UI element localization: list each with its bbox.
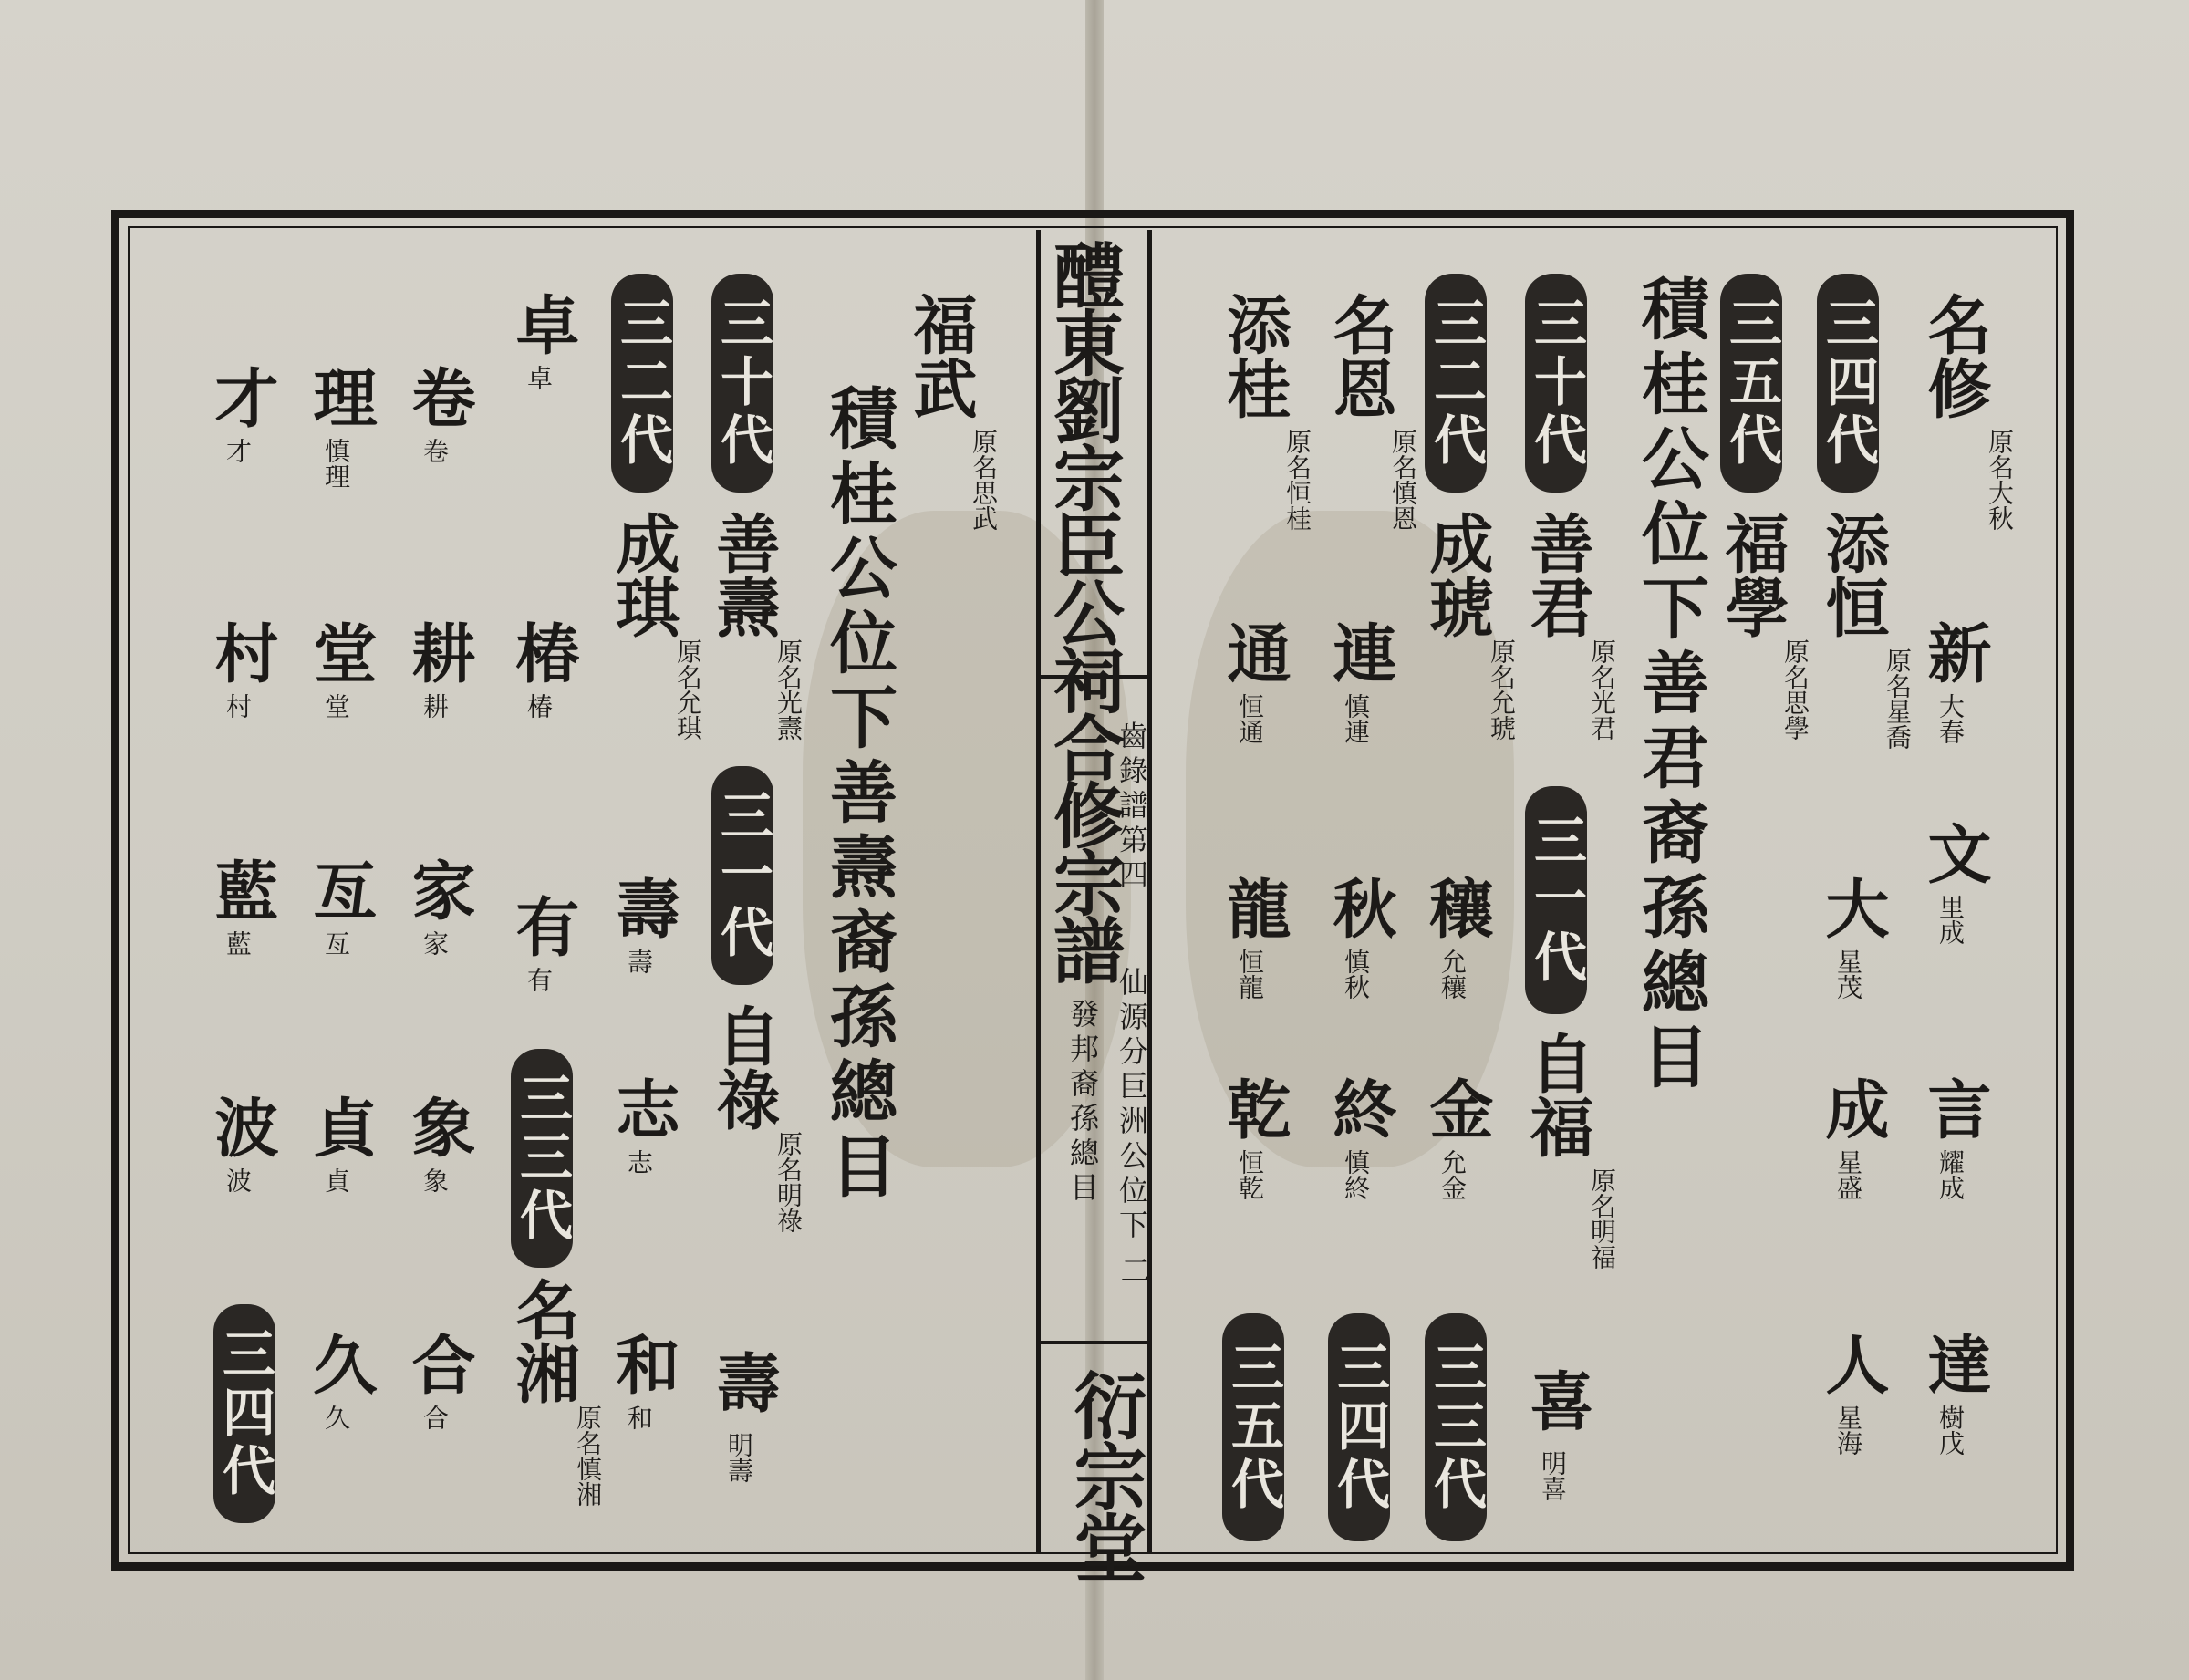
person-name: 有 xyxy=(505,894,581,958)
person-note: 原名明祿 xyxy=(773,1131,804,1233)
person-name: 成 xyxy=(1815,1076,1891,1140)
person-name: 名湘 xyxy=(505,1277,581,1405)
person-note: 象 xyxy=(420,1167,450,1193)
person-note: 有 xyxy=(524,967,554,992)
person-note: 卓 xyxy=(524,365,554,390)
person-note: 亙 xyxy=(321,930,351,956)
person-note: 明喜 xyxy=(1538,1450,1568,1501)
person-note: 星海 xyxy=(1833,1405,1863,1456)
branch-label: 仙源分巨洲公位下 xyxy=(1115,967,1149,1244)
person-name: 和 xyxy=(606,1332,681,1395)
person-name: 達 xyxy=(1917,1332,1993,1395)
generation-badge: 三一代 xyxy=(1525,786,1587,1014)
center-rule-left xyxy=(1036,230,1041,1552)
generation-badge: 三五代 xyxy=(1720,274,1782,493)
person-name: 福武 xyxy=(903,292,979,420)
person-name: 自福 xyxy=(1520,1031,1595,1158)
person-note: 原名思學 xyxy=(1780,638,1810,741)
person-name: 乾 xyxy=(1217,1076,1292,1140)
person-note: 原名光君 xyxy=(1587,638,1617,741)
person-name: 添桂 xyxy=(1217,292,1292,420)
generation-badge: 三二代 xyxy=(611,274,673,493)
book-title: 醴東劉宗臣公祠合修宗譜 xyxy=(1042,239,1125,981)
person-name: 志 xyxy=(606,1076,681,1140)
person-name: 象 xyxy=(401,1094,477,1158)
person-name: 福學 xyxy=(1715,511,1790,638)
person-note: 原名允琥 xyxy=(1487,638,1517,741)
person-note: 慎終 xyxy=(1341,1149,1371,1200)
person-name: 喜 xyxy=(1520,1368,1595,1432)
person-note: 波 xyxy=(223,1167,253,1193)
person-note: 慎理 xyxy=(321,438,351,489)
generation-badge: 三二代 xyxy=(1425,274,1487,493)
person-note: 久 xyxy=(321,1405,351,1430)
person-note: 樹戊 xyxy=(1935,1405,1966,1456)
person-name: 藍 xyxy=(204,857,280,921)
generation-badge: 三四代 xyxy=(213,1304,275,1523)
person-note: 慎連 xyxy=(1341,693,1371,744)
person-name: 龍 xyxy=(1217,876,1292,939)
person-name: 耕 xyxy=(401,620,477,684)
generation-badge: 三四代 xyxy=(1817,274,1879,493)
person-name: 添恒 xyxy=(1815,511,1891,638)
person-name: 通 xyxy=(1217,620,1292,684)
person-name: 壽 xyxy=(706,1350,782,1414)
person-name: 善燾 xyxy=(706,511,782,638)
person-note: 合 xyxy=(420,1405,450,1430)
person-name: 大 xyxy=(1815,876,1891,939)
person-name: 壽 xyxy=(606,876,681,939)
person-name: 言 xyxy=(1917,1076,1993,1140)
person-note: 原名星喬 xyxy=(1883,648,1913,750)
generation-badge: 三三代 xyxy=(511,1049,573,1268)
person-name: 村 xyxy=(204,620,280,684)
person-name: 波 xyxy=(204,1094,280,1158)
person-name: 成琥 xyxy=(1419,511,1495,638)
section-heading: 積桂公位下善君裔孫總目 xyxy=(1631,274,1709,1096)
volume-label: 齒錄譜第四 xyxy=(1115,721,1149,894)
person-note: 村 xyxy=(223,693,253,719)
person-note: 恒通 xyxy=(1235,693,1265,744)
person-name: 文 xyxy=(1917,821,1993,885)
person-name: 連 xyxy=(1323,620,1398,684)
branch-sublabel: 發邦裔孫總目 xyxy=(1065,999,1100,1207)
person-note: 恒乾 xyxy=(1235,1149,1265,1200)
person-name: 堂 xyxy=(303,620,379,684)
person-note: 壽 xyxy=(624,949,654,974)
generation-badge: 三三代 xyxy=(1425,1313,1487,1541)
person-name: 合 xyxy=(401,1332,477,1395)
person-note: 藍 xyxy=(223,930,253,956)
person-name: 新 xyxy=(1917,620,1993,684)
person-note: 耀成 xyxy=(1935,1149,1966,1200)
generation-badge: 三五代 xyxy=(1222,1313,1284,1541)
person-name: 久 xyxy=(303,1332,379,1395)
generation-badge: 三四代 xyxy=(1328,1313,1390,1541)
person-note: 原名允琪 xyxy=(673,638,703,741)
person-name: 終 xyxy=(1323,1076,1398,1140)
generation-badge: 三一代 xyxy=(711,766,773,985)
person-note: 志 xyxy=(624,1149,654,1175)
person-note: 堂 xyxy=(321,693,351,719)
center-divider xyxy=(1038,1341,1151,1344)
person-name: 貞 xyxy=(303,1094,379,1158)
person-name: 善君 xyxy=(1520,511,1595,638)
person-name: 才 xyxy=(204,365,280,429)
person-name: 成琪 xyxy=(606,511,681,638)
person-note: 原名慎恩 xyxy=(1388,429,1418,531)
person-note: 慎秋 xyxy=(1341,949,1371,1000)
person-name: 名修 xyxy=(1917,292,1993,420)
person-name: 秋 xyxy=(1323,876,1398,939)
person-note: 大春 xyxy=(1935,693,1966,744)
person-note: 和 xyxy=(624,1405,654,1430)
person-note: 原名大秋 xyxy=(1985,429,2015,531)
person-note: 星茂 xyxy=(1833,949,1863,1000)
person-note: 原名明福 xyxy=(1587,1167,1617,1270)
person-note: 卷 xyxy=(420,438,450,463)
page-number: 二 xyxy=(1115,1254,1151,1285)
person-note: 家 xyxy=(420,930,450,956)
person-name: 穰 xyxy=(1419,876,1495,939)
person-name: 卓 xyxy=(505,292,581,356)
person-note: 原名思武 xyxy=(969,429,999,531)
person-name: 自祿 xyxy=(706,1003,782,1131)
person-note: 才 xyxy=(223,438,253,463)
person-note: 里成 xyxy=(1935,894,1966,945)
person-note: 原名恒桂 xyxy=(1282,429,1312,531)
person-note: 星盛 xyxy=(1833,1149,1863,1200)
person-name: 卷 xyxy=(401,365,477,429)
person-name: 理 xyxy=(303,365,379,429)
person-name: 金 xyxy=(1419,1076,1495,1140)
section-heading: 積桂公位下善燾裔孫總目 xyxy=(819,383,897,1206)
person-note: 恒龍 xyxy=(1235,949,1265,1000)
person-name: 名恩 xyxy=(1323,292,1398,420)
hall-name: 衍宗堂 xyxy=(1062,1368,1147,1581)
person-note: 允金 xyxy=(1437,1149,1468,1200)
generation-badge: 三十代 xyxy=(711,274,773,493)
generation-badge: 三十代 xyxy=(1525,274,1587,493)
person-name: 椿 xyxy=(505,620,581,684)
person-note: 貞 xyxy=(321,1167,351,1193)
person-name: 人 xyxy=(1815,1332,1891,1395)
person-note: 原名慎湘 xyxy=(573,1405,603,1507)
person-note: 明壽 xyxy=(724,1432,754,1483)
person-note: 原名光燾 xyxy=(773,638,804,741)
person-name: 家 xyxy=(401,857,477,921)
person-note: 耕 xyxy=(420,693,450,719)
person-note: 允穰 xyxy=(1437,949,1468,1000)
person-note: 椿 xyxy=(524,693,554,719)
person-name: 亙 xyxy=(303,857,379,921)
